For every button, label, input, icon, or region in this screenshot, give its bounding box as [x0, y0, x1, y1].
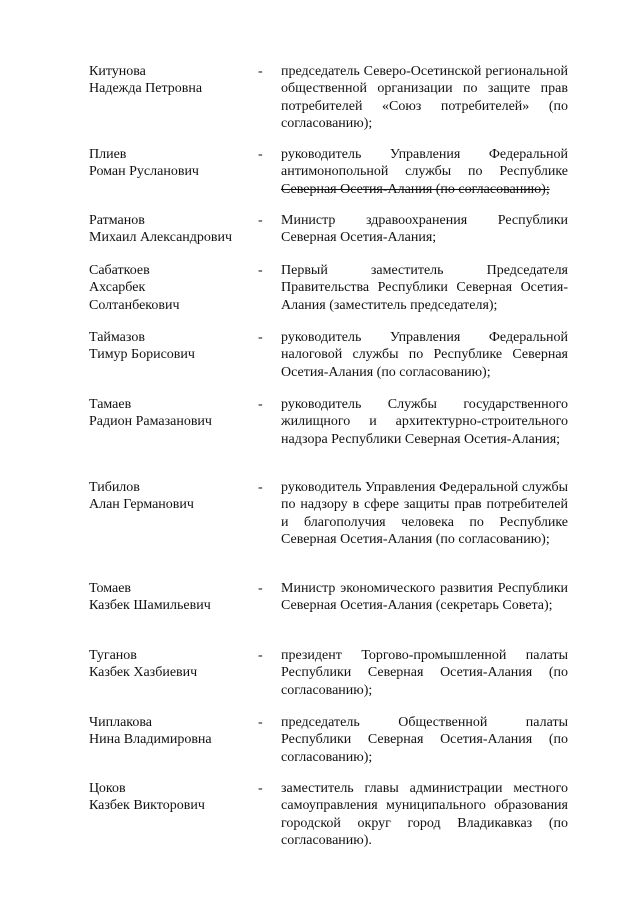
- member-name: [89, 714, 254, 749]
- member-name: [89, 580, 254, 615]
- member-role: заместитель главы администрации местного самоуправления муниципального образования городской округ город Владикавказ (по согласованию).: [281, 781, 568, 848]
- member-role: руководитель Службы государственного жилищного и архитектурно-строительного надзора Республики Северная Осетия-Алания;: [281, 397, 568, 447]
- dash-separator: -: [258, 397, 263, 412]
- member-name: [89, 780, 254, 815]
- member-given-name: Ахсарбек: [89, 280, 146, 296]
- member-given-name: Казбек Хазбиевич: [89, 665, 198, 681]
- member-role: председатель Общественной палаты Республики Северная Осетия-Алания (по согласованию);: [281, 715, 568, 765]
- dash-separator: -: [258, 581, 263, 596]
- member-given-name: Алан Германович: [89, 497, 194, 513]
- member-given-name: Радион Рамазанович: [89, 414, 212, 430]
- dash-separator: -: [258, 715, 263, 730]
- dash-separator: -: [258, 330, 263, 345]
- member-surname: Цоков: [89, 781, 126, 796]
- dash-separator: -: [258, 480, 263, 495]
- member-role: Министр здравоохранения Республики Северная Осетия-Алания;: [281, 213, 568, 246]
- dash-separator: -: [258, 64, 263, 79]
- member-given-name: Роман Русланович: [89, 164, 199, 180]
- member-given-name: Казбек Шамильевич: [89, 598, 211, 614]
- member-surname: Сабаткоев: [89, 263, 150, 278]
- dash-separator: -: [258, 648, 263, 663]
- member-role: Министр экономического развития Республики Северная Осетия-Алания (секретарь Совета);: [281, 581, 568, 614]
- member-surname: Китунова: [89, 64, 146, 79]
- member-given-name: Тимур Борисович: [89, 347, 195, 363]
- member-role: руководитель Управления Федеральной налоговой службы по Республике Северная Осетия-Алания (по согласованию);: [281, 330, 568, 380]
- member-name: [89, 479, 254, 514]
- member-given-name: Нина Владимировна: [89, 732, 212, 748]
- member-name: [89, 146, 254, 181]
- member-role-struck-text: Северная Осетия-Алания (по согласованию);: [281, 181, 550, 197]
- member-role: руководитель Управления Федеральной службы по надзору в сфере защиты прав потребителей и благополучия человека по Республике Северная Осетия-Алания (по согласованию);: [281, 480, 568, 547]
- member-given-name: Михаил Александрович: [89, 230, 233, 246]
- member-role: президент Торгово-промышленной палаты Республики Северная Осетия-Алания (по согласованию);: [281, 648, 568, 698]
- member-surname: Тибилов: [89, 480, 140, 495]
- member-surname: Таймазов: [89, 330, 145, 345]
- member-given-name: Надежда Петровна: [89, 81, 203, 97]
- member-role: председатель Северо-Осетинской региональной общественной организации по защите прав потребителей «Союз потребителей» (по согласованию);: [281, 64, 568, 131]
- member-surname: Плиев: [89, 147, 127, 162]
- member-name: [89, 396, 254, 431]
- member-patronymic: Солтанбекович: [89, 297, 180, 313]
- member-given-name: Казбек Викторович: [89, 798, 205, 814]
- member-surname: Ратманов: [89, 213, 145, 228]
- member-role-text: руководитель Управления Федеральной антимонопольной службы по Республике: [281, 147, 568, 180]
- member-name: [89, 329, 254, 364]
- dash-separator: -: [258, 213, 263, 228]
- member-name: [89, 262, 254, 314]
- dash-separator: -: [258, 147, 263, 162]
- member-surname: Тамаев: [89, 397, 132, 412]
- member-surname: Чиплакова: [89, 715, 153, 730]
- member-name: [89, 647, 254, 682]
- dash-separator: -: [258, 781, 263, 796]
- member-name: [89, 212, 254, 247]
- member-name: [89, 63, 254, 98]
- member-role: Первый заместитель Председателя Правительства Республики Северная Осетия-Алания (заместитель председателя);: [281, 263, 568, 313]
- dash-separator: -: [258, 263, 263, 278]
- member-surname: Томаев: [89, 581, 132, 596]
- member-role: [281, 146, 568, 198]
- member-surname: Туганов: [89, 648, 137, 663]
